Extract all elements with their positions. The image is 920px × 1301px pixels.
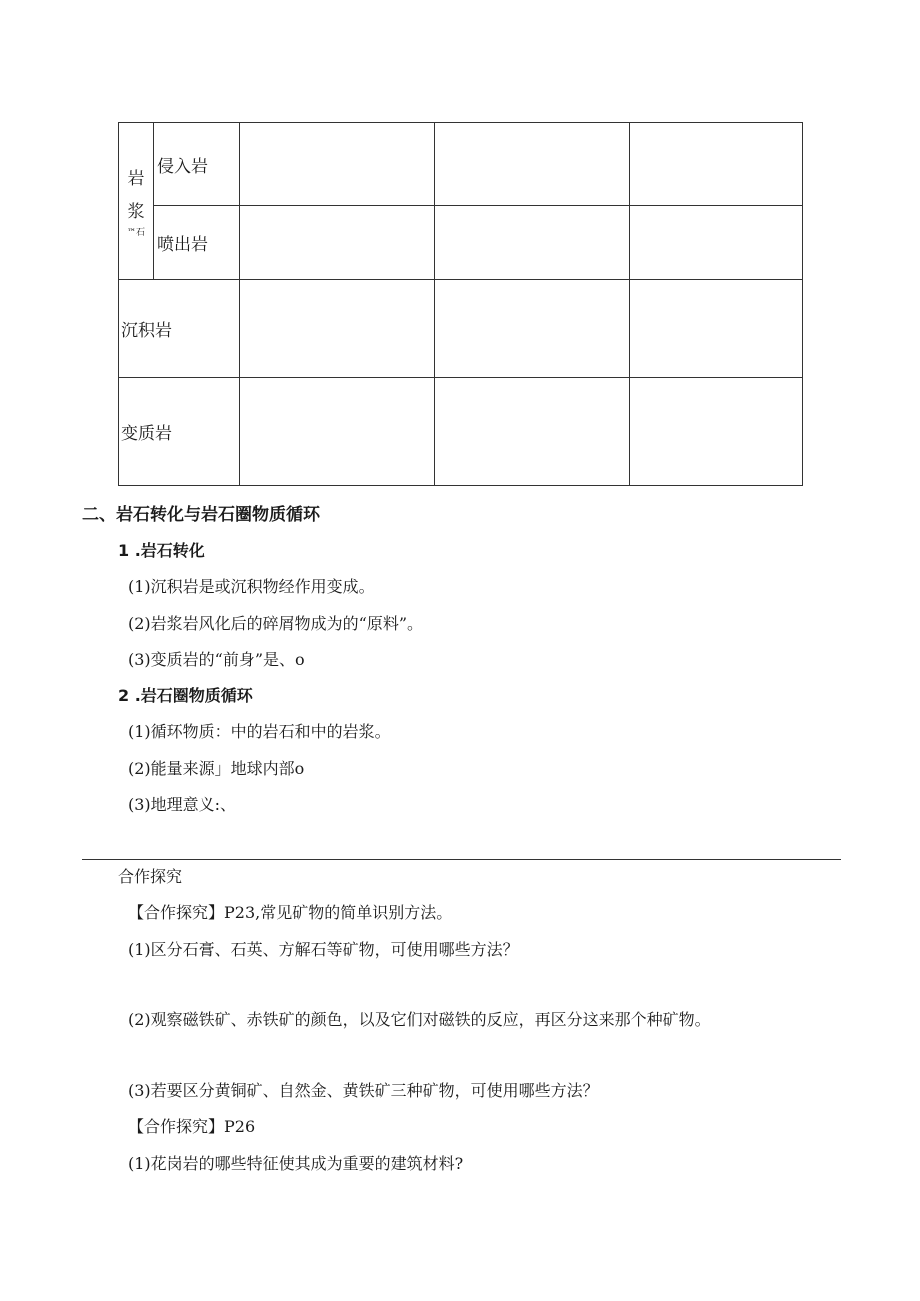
intrusive-rock-label: 侵入岩 [154, 123, 240, 206]
cooperate-heading: 合作探究 [118, 867, 183, 886]
section-title: 二、岩石转化与岩石圈物质循环 [82, 505, 320, 525]
rock-table [118, 122, 803, 486]
question: (1)花岗岩的哪些特征使其成为重要的建筑材料? [128, 1154, 464, 1173]
sedimentary-rock-label: 沉积岩 [119, 280, 240, 378]
magma-label-bottom: ™石 [126, 227, 145, 238]
list-item: (1)循环物质：中的岩石和中的岩浆。 [128, 722, 391, 741]
list-item: (3)地理意义:、 [128, 795, 237, 814]
magma-label-middle: 浆 [127, 201, 145, 222]
list-item: (2)能量来源」地球内部o [128, 759, 305, 778]
table-cell[interactable] [240, 206, 435, 280]
table-cell[interactable] [630, 280, 803, 378]
table-cell[interactable] [240, 123, 435, 206]
table-cell[interactable] [630, 123, 803, 206]
list-item: (2)岩浆岩风化后的碎屑物成为的“原料”。 [128, 614, 424, 633]
magma-rock-label [119, 123, 154, 280]
divider [82, 859, 841, 860]
table-cell[interactable] [435, 378, 630, 486]
extrusive-rock-label: 喷出岩 [154, 206, 240, 280]
table-cell[interactable] [240, 378, 435, 486]
table-cell[interactable] [630, 206, 803, 280]
list-item: (3)变质岩的“前身”是、o [128, 650, 305, 669]
table-cell[interactable] [435, 123, 630, 206]
magma-label-top: 岩 [127, 169, 145, 190]
question: (1)区分石膏、石英、方解石等矿物，可使用哪些方法？ [128, 940, 519, 959]
subsection-title-material-cycle: 2 .岩石圈物质循环 [118, 686, 253, 705]
list-item: (1)沉积岩是或沉积物经作用变成。 [128, 577, 375, 596]
table-cell[interactable] [240, 280, 435, 378]
question: (2)观察磁铁矿、赤铁矿的颜色，以及它们对磁铁的反应，再区分这来那个种矿物。 [128, 1010, 711, 1029]
cooperate-block-title: 【合作探究】P23,常见矿物的简单识别方法。 [128, 903, 453, 922]
subsection-title-rock-transformation: 1 .岩石转化 [118, 541, 205, 560]
table-cell[interactable] [435, 206, 630, 280]
question: (3)若要区分黄铜矿、自然金、黄铁矿三种矿物，可使用哪些方法？ [128, 1081, 599, 1100]
cooperate-block-title: 【合作探究】P26 [128, 1117, 256, 1136]
table-cell[interactable] [435, 280, 630, 378]
metamorphic-rock-label: 变质岩 [119, 378, 240, 486]
table-cell[interactable] [630, 378, 803, 486]
